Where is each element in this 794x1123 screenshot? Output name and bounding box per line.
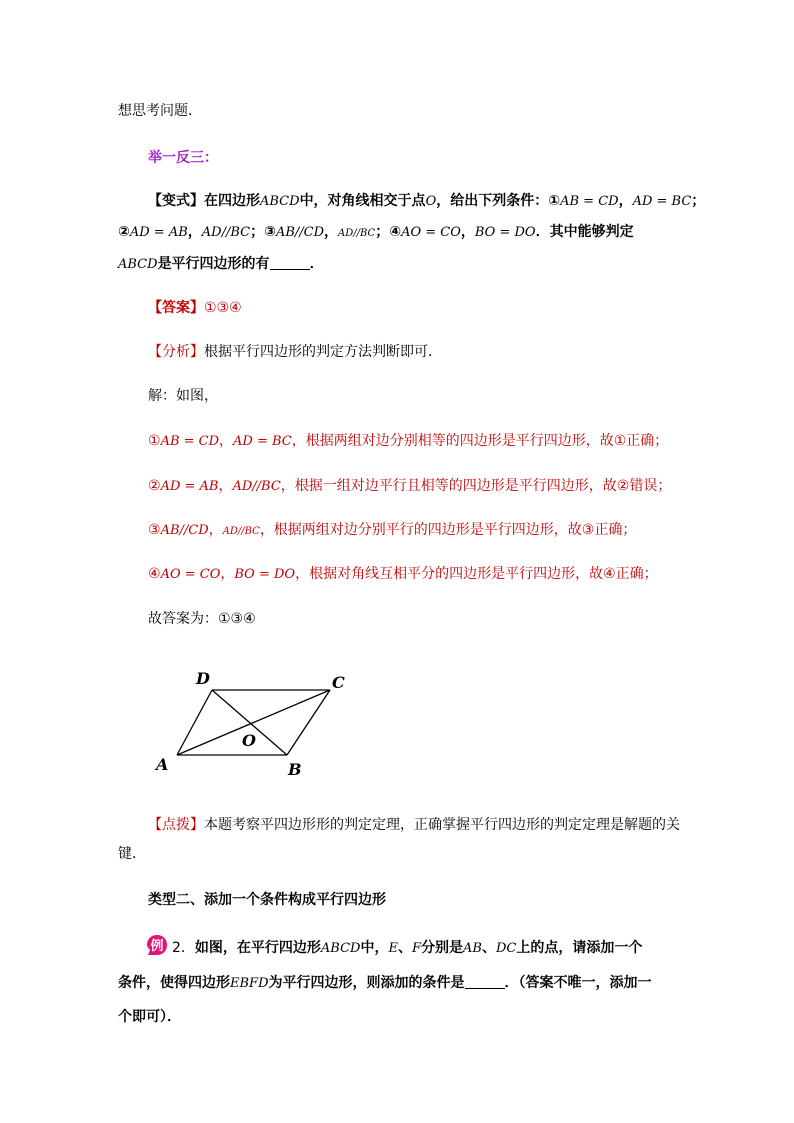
label-a: A — [156, 755, 169, 774]
tip-line-2: 键． — [118, 846, 146, 862]
label-d: D — [196, 669, 210, 688]
solution-line-3: ③AB//CD，AD//BC，根据两组对边分别平行的四边形是平行四边形，故③正确； — [148, 522, 637, 538]
label-o: O — [242, 731, 256, 750]
example-badge-icon — [146, 934, 168, 956]
example2-line-3: 个即可）． — [118, 1009, 181, 1025]
example2-line-2: 条件，使得四边形EBFD为平行四边形，则添加的条件是 ．（答案不唯一，添加一 — [118, 975, 652, 991]
tip-line-1: 【点拨】本题考察平四边形形的判定定理，正确掌握平行四边形的判定定理是解题的关 — [148, 817, 680, 833]
analysis-line: 【分析】根据平行四边形的判定方法判断即可． — [148, 344, 442, 360]
variant-line-2: ②AD = AB，AD//BC；③AB//CD，AD//BC；④AO = CO，BO = DO．其中能够判定 — [118, 224, 634, 240]
parallelogram-diagram — [150, 660, 360, 785]
label-c: C — [332, 673, 345, 692]
solution-line-1: ①AB = CD，AD = BC，根据两组对边分别相等的四边形是平行四边形，故①正确； — [148, 433, 669, 449]
answer-blank — [270, 255, 310, 270]
example-badge-text: 例 — [150, 939, 164, 954]
solution-line-2: ②AD = AB，AD//BC，根据一组对边平行且相等的四边形是平行四边形，故②错误； — [148, 478, 672, 494]
label-b: B — [288, 760, 302, 779]
type-heading: 类型二、添加一个条件构成平行四边形 — [148, 892, 386, 908]
example2-blank — [465, 974, 505, 989]
solution-line-4: ④AO = CO，BO = DO，根据对角线互相平分的四边形是平行四边形，故④正确； — [148, 566, 658, 582]
section-heading: 举一反三： — [148, 150, 218, 166]
example2-line-1: 2．如图，在平行四边形ABCD中，E、F分别是AB、DC上的点，请添加一个 — [172, 940, 643, 956]
variant-line-1: 【变式】在四边形ABCD中，对角线相交于点O，给出下列条件：①AB = CD，AD = BC； — [148, 193, 706, 209]
variant-line-3: ABCD是平行四边形的有 ． — [118, 256, 324, 272]
side-da — [177, 690, 212, 755]
continued-text: 想思考问题． — [118, 103, 202, 119]
solution-intro: 解：如图， — [148, 388, 218, 404]
answer-line: 【答案】①③④ — [148, 300, 242, 316]
final-answer: 故答案为：①③④ — [148, 611, 256, 627]
